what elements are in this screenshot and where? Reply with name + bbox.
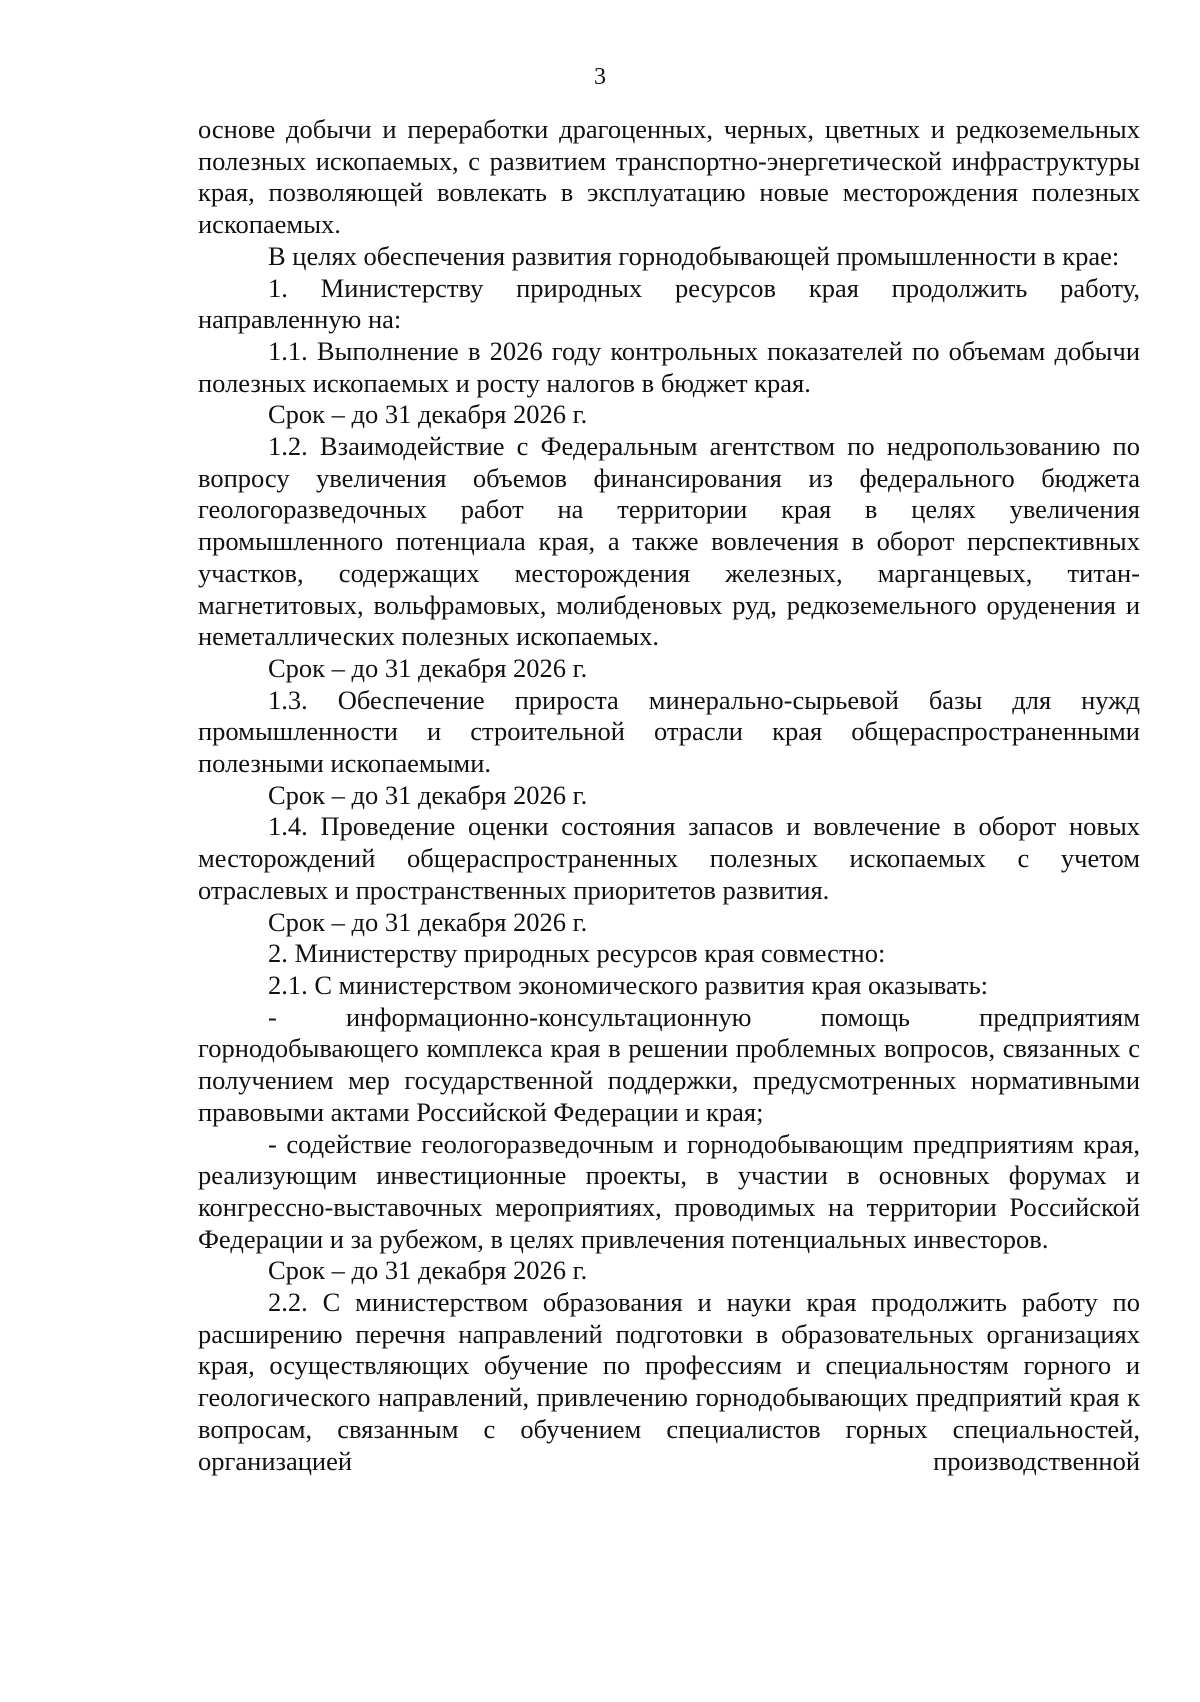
paragraph-item-2-1: 2.1. С министерством экономического развития края оказывать: xyxy=(268,969,989,1000)
paragraph-item-1-1: 1.1. Выполнение в 2026 году контрольных показателей по объемам добычи полезных ископаемых и росту налогов в бюджет края. xyxy=(198,335,1140,398)
page-number: 3 xyxy=(594,64,606,90)
deadline-1-3: Срок – до 31 декабря 2026 г. xyxy=(268,779,588,810)
bullet-assistance: - содействие геологоразведочным и горнодобывающим предприятиям края, реализующим инвестиционные проекты, в участии в основных форумах и конгрессно-выставочных мероприятиях, проводимых на территории Российской Федерации и за рубежом, в целях привлечения потенциальных инвесторов. xyxy=(198,1128,1140,1254)
paragraph-purpose: В целях обеспечения развития горнодобывающей промышленности в крае: xyxy=(268,240,1120,271)
paragraph-item-1-2: 1.2. Взаимодействие с Федеральным агентством по недропользованию по вопросу увеличения объемов финансирования из федерального бюджета геологоразведочных работ на территории края в целях увеличения промышленного потенциала края, а также вовлечения в оборот перспективных участков, содержащих месторождения железных, марганцевых, титан-магнетитовых, вольфрамовых, молибденовых руд, редкоземельного оруденения и неметаллических полезных ископаемых. xyxy=(198,431,1140,652)
bullet-info-consulting: - информационно-консультационную помощь предприятиям горнодобывающего комплекса края в решении проблемных вопросов, связанных с получением мер государственной поддержки, предусмотренных нормативными правовыми актами Российской Федерации и края; xyxy=(198,1001,1140,1127)
deadline-1-1: Срок – до 31 декабря 2026 г. xyxy=(268,399,588,430)
paragraph-item-2-2: 2.2. С министерством образования и науки края продолжить работу по расширению перечня направлений подготовки в образовательных организациях края, осуществляющих обучение по профессиям и специальностям горного и геологического направлений, привлечению горнодобывающих предприятий края к вопросам, связанным с обучением специалистов горных специальностей, организацией производственной xyxy=(198,1287,1140,1476)
paragraph-continuation: основе добычи и переработки драгоценных, черных, цветных и редкоземельных полезных ископаемых, с развитием транспортно-энергетической инфраструктуры края, позволяющей вовлекать в эксплуатацию новые месторождения полезных ископаемых. xyxy=(198,114,1140,240)
deadline-1-2: Срок – до 31 декабря 2026 г. xyxy=(268,652,588,683)
paragraph-item-2: 2. Министерству природных ресурсов края совместно: xyxy=(268,938,886,969)
deadline-2-1: Срок – до 31 декабря 2026 г. xyxy=(268,1255,588,1286)
paragraph-item-1-4: 1.4. Проведение оценки состояния запасов и вовлечение в оборот новых месторождений общераспространенных полезных ископаемых с учетом отраслевых и пространственных приоритетов развития. xyxy=(198,811,1140,905)
paragraph-item-1: 1. Министерству природных ресурсов края продолжить работу, направленную на: xyxy=(198,272,1140,335)
paragraph-item-1-3: 1.3. Обеспечение прироста минерально-сырьевой базы для нужд промышленности и строительной отрасли края общераспространенными полезными ископаемыми. xyxy=(198,684,1140,779)
deadline-1-4: Срок – до 31 декабря 2026 г. xyxy=(268,906,588,937)
document-body xyxy=(198,114,1140,1477)
